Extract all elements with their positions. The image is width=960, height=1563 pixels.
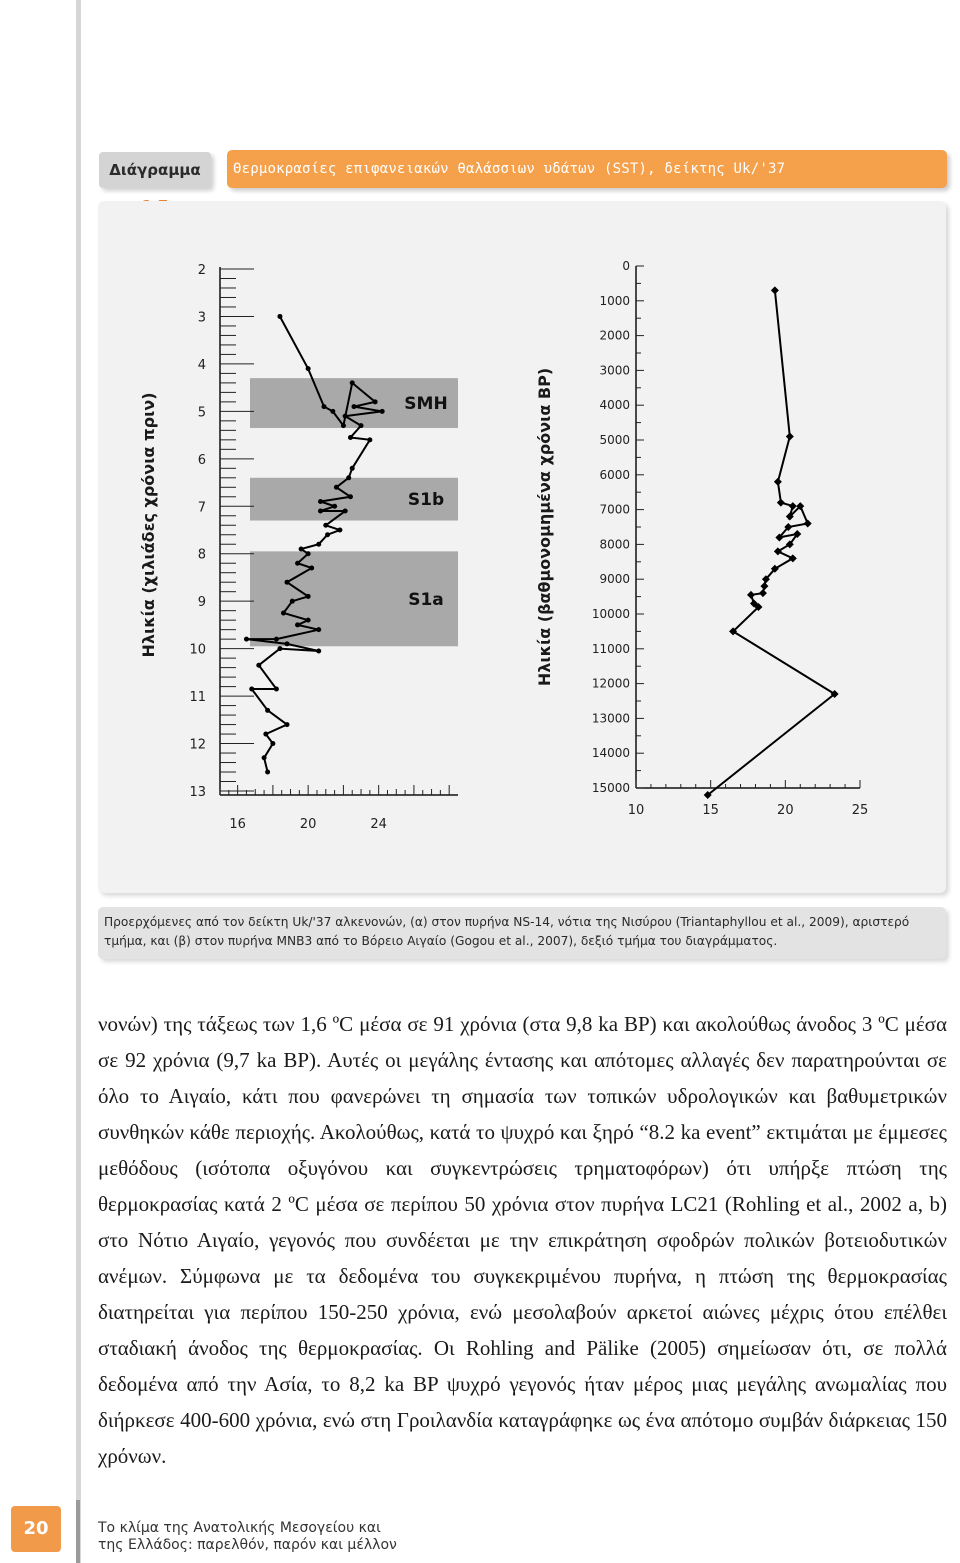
data-point bbox=[306, 366, 311, 371]
data-point bbox=[760, 582, 768, 590]
y-tick-label: 6000 bbox=[599, 467, 630, 482]
figure-title: Θερμοκρασίες επιφανειακών θαλάσσιων υδάτων (SST), δείκτης Uk/'37 bbox=[227, 150, 947, 188]
y-tick-label: 8 bbox=[197, 547, 206, 563]
data-point bbox=[332, 504, 337, 509]
y-tick-label: 4000 bbox=[599, 398, 630, 413]
data-point bbox=[789, 502, 797, 510]
y-tick-label: 7000 bbox=[599, 502, 630, 517]
y-tick-label: 12 bbox=[189, 737, 206, 753]
data-point bbox=[281, 611, 286, 616]
y-tick-label: 15000 bbox=[591, 781, 630, 795]
data-point bbox=[373, 399, 378, 404]
figure-panel bbox=[98, 201, 946, 893]
data-point bbox=[322, 404, 327, 409]
data-point bbox=[316, 542, 321, 547]
data-point bbox=[295, 561, 300, 566]
data-point bbox=[265, 708, 270, 713]
x-tick-label: 16 bbox=[229, 817, 246, 832]
y-tick-label: 13000 bbox=[591, 711, 630, 726]
data-point bbox=[262, 755, 267, 760]
data-point bbox=[306, 551, 311, 556]
data-point bbox=[274, 686, 279, 691]
data-point bbox=[244, 637, 249, 642]
right-y-axis-label: Ηλικία (βαθμονομημένα χρόνια BP) bbox=[535, 367, 554, 687]
chart-mnb3 bbox=[535, 259, 868, 818]
y-tick-label: 3000 bbox=[599, 363, 630, 378]
band-label: S1b bbox=[407, 490, 445, 511]
page-number: 20 bbox=[11, 1506, 61, 1552]
x-tick-label: 20 bbox=[299, 817, 317, 832]
data-point bbox=[774, 547, 782, 555]
data-point bbox=[256, 663, 261, 668]
data-point bbox=[284, 641, 289, 646]
data-point bbox=[343, 509, 348, 514]
body-paragraph: νονών) της τάξεως των 1,6 ºC μέσα σε 91 χρόνια (στα 9,8 ka BP) και ακολούθως άνοδος 3 ºC μέσα σε 92 χρόνια (9,7 ka BP). Αυτές οι μεγάλης έντασης και απότομες αλλαγές δεν παρατηρούνται σε όλο το Αιγαίο, κάτι που φανερώνει τη σημασία των τοπικών υδρολογικών και βαθυμετρικών συνθηκών κάθε περιοχής. Ακολούθως, κατά το ψυχρό και ξηρό “8.2 ka event” εκτιμάται με έμμεσες μεθόδους (ισότοπα οξυγόνου και συγκεντρώσεις τρηματοφόρων) ότι υπήρξε πτώση της θερμοκρασίας κατά 2 ºC μέσα σε περίπου 50 χρόνια στον πυρήνα LC21 (Rohling et al., 2002 a, b) στο Νότιο Αιγαίο, γεγονός που συνδέεται με την επικράτηση σφοδρών πολικών βοτειοδυτικών ανέμων. Σύμφωνα με τα δεδομένα του συγκεκριμένου πυρήνα, η πτώση της θερμοκρασίας διατηρείται για περίπου 150-250 χρόνια, ενώ μεσολαβούν αρκετοί αιώνες μέχρις ότου επέλθει σταδιακή άνοδος της θερμοκρασίας. Οι Rohling and Pälike (2005) σημείωσαν ότι, σε πολλά δεδομένα από την Ασία, το 8,2 ka BP ψυχρό γεγονός ήταν μέρος μιας μεγάλης ανωμαλίας που διήρκεσε 400-600 χρόνια, ενώ στη Γροιλανδία καταγράφηκε ως ένα απότομο συμβάν διάρκειας 150 χρόνων. bbox=[98, 1012, 947, 1468]
data-point bbox=[350, 466, 355, 471]
band-label: SMH bbox=[404, 394, 448, 415]
chart-ns14 bbox=[139, 263, 458, 832]
y-tick-label: 0 bbox=[622, 259, 630, 273]
data-point bbox=[348, 435, 353, 440]
y-tick-label: 10 bbox=[189, 642, 206, 658]
data-point bbox=[367, 437, 372, 442]
data-point bbox=[290, 599, 295, 604]
book-title-footer bbox=[98, 1520, 498, 1554]
x-tick-label: 15 bbox=[702, 803, 719, 818]
data-point bbox=[359, 423, 364, 428]
y-tick-label: 4 bbox=[197, 357, 206, 373]
y-tick-label: 7 bbox=[197, 500, 206, 516]
data-point bbox=[306, 594, 311, 599]
data-point bbox=[330, 409, 335, 414]
footer-line-1: Το κλίμα της Ανατολικής Μεσογείου και bbox=[98, 1520, 381, 1536]
data-point bbox=[346, 475, 351, 480]
y-tick-label: 2000 bbox=[599, 328, 630, 343]
x-tick-label: 10 bbox=[627, 803, 645, 818]
y-tick-label: 9 bbox=[197, 595, 206, 611]
y-tick-label: 11000 bbox=[591, 641, 630, 656]
band-label: S1a bbox=[408, 589, 444, 610]
y-tick-label: 11 bbox=[189, 690, 206, 706]
y-tick-label: 13 bbox=[189, 785, 206, 800]
figure-label-name: Διάγραμμα bbox=[109, 161, 201, 179]
data-point bbox=[786, 433, 794, 441]
figure-charts bbox=[98, 201, 946, 893]
data-point bbox=[270, 741, 275, 746]
data-point bbox=[777, 499, 785, 507]
figure-caption: Προερχόμενες από τον δείκτη Uk/'37 αλκενονών, (α) στον πυρήνα NS-14, νότια της Νισύρου (Triantaphyllou et al., 2009), αριστερό τμήμα, και (β) στον πυρήνα MNB3 από το Βόρειο Αιγαίο (Gogou et al., 2007), δεξιό τμήμα του διαγράμματος. bbox=[98, 907, 946, 959]
x-tick-label: 20 bbox=[777, 803, 794, 818]
y-tick-label: 12000 bbox=[591, 676, 630, 691]
y-tick-label: 10000 bbox=[591, 607, 630, 621]
data-point bbox=[325, 532, 330, 537]
footer-line-2: της Ελλάδος: παρελθόν, παρόν και μέλλον bbox=[98, 1537, 397, 1553]
y-tick-label: 1000 bbox=[599, 293, 630, 308]
data-point bbox=[771, 286, 779, 294]
data-point bbox=[348, 494, 353, 499]
data-point bbox=[804, 520, 812, 528]
data-point bbox=[318, 499, 323, 504]
data-point bbox=[316, 627, 321, 632]
data-point bbox=[747, 591, 755, 599]
data-point bbox=[284, 580, 289, 585]
y-tick-label: 5 bbox=[197, 405, 206, 421]
data-point bbox=[274, 637, 279, 642]
data-point bbox=[351, 404, 356, 409]
left-margin-rule-footer bbox=[76, 1500, 80, 1563]
y-tick-label: 3 bbox=[197, 310, 206, 326]
data-point bbox=[774, 478, 782, 486]
data-point bbox=[299, 546, 304, 551]
data-point bbox=[277, 646, 282, 651]
data-point bbox=[380, 409, 385, 414]
data-point bbox=[263, 732, 268, 737]
y-tick-label: 8000 bbox=[599, 537, 630, 552]
left-y-axis-label: Ηλικία (χιλιάδες χρόνια πριν) bbox=[139, 392, 158, 658]
data-point bbox=[284, 722, 289, 727]
left-margin-rule bbox=[76, 0, 81, 1563]
data-point bbox=[306, 618, 311, 623]
x-tick-label: 24 bbox=[370, 817, 387, 832]
figure-label bbox=[99, 152, 211, 188]
y-tick-label: 14000 bbox=[591, 746, 630, 761]
data-point bbox=[316, 649, 321, 654]
data-point bbox=[759, 589, 767, 597]
x-tick-label: 25 bbox=[851, 803, 869, 818]
data-point bbox=[318, 509, 323, 514]
data-point bbox=[350, 380, 355, 385]
data-point bbox=[265, 770, 270, 775]
data-point bbox=[323, 523, 328, 528]
y-tick-label: 6 bbox=[197, 452, 206, 468]
series-line-mnb3 bbox=[708, 290, 835, 795]
data-point bbox=[789, 554, 797, 562]
data-point bbox=[337, 528, 342, 533]
data-point bbox=[295, 622, 300, 627]
data-point bbox=[309, 565, 314, 570]
y-tick-label: 2 bbox=[197, 263, 206, 278]
data-point bbox=[341, 423, 346, 428]
data-point bbox=[343, 414, 348, 419]
y-tick-label: 5000 bbox=[599, 433, 630, 447]
y-tick-label: 9000 bbox=[599, 572, 630, 587]
data-point bbox=[249, 686, 254, 691]
data-point bbox=[277, 314, 282, 319]
data-point bbox=[334, 485, 339, 490]
